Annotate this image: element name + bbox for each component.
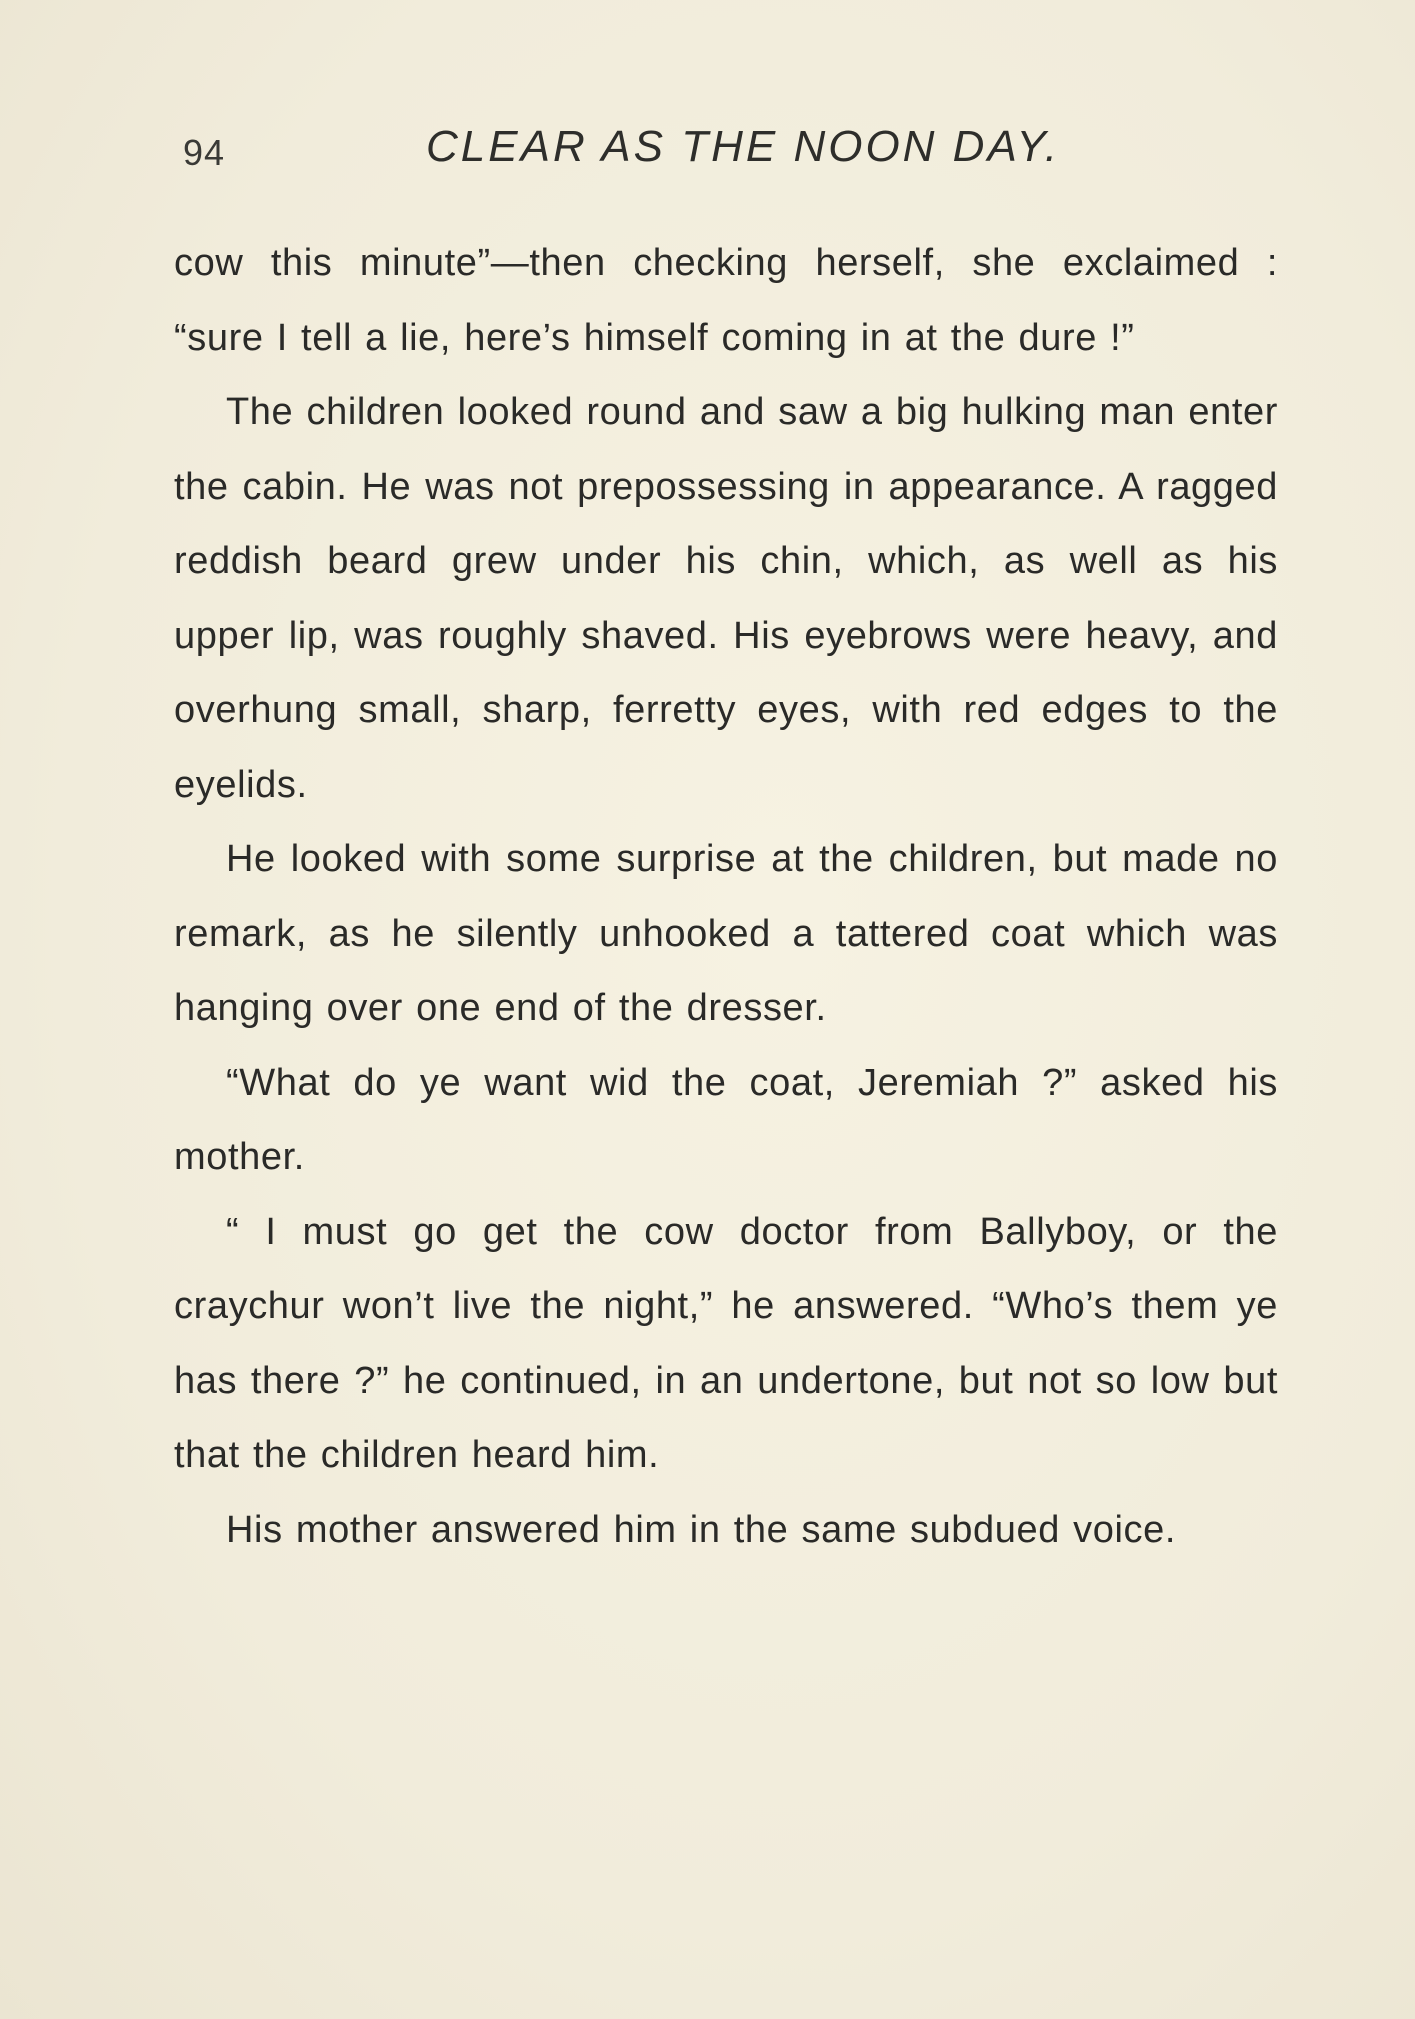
body-text <box>174 226 1278 1567</box>
paragraph-continuation: cow this minute”—then checking herself, she exclaimed : “sure I tell a lie, here’s himself coming in at the dure !” <box>174 242 1278 359</box>
page-number: 94 <box>183 132 226 173</box>
paragraph-jeremiah-enters: The children looked round and saw a big hulking man enter the cabin. He was not prepossessing in appearance. A ragged reddish beard grew under his chin, which, as well as his upper lip, was roughly shaved. His eyebrows were heavy, and overhung small, sharp, ferretty eyes, with red edges to the eyelids. <box>174 391 1278 806</box>
paragraph-cow-doctor: “ I must go get the cow doctor from Ballyboy, or the craychur won’t live the night,” he answered. “Who’s them ye has there ?” he continued, in an undertone, but not so low but that the children heard him. <box>174 1210 1278 1476</box>
running-title: CLEAR AS THE NOON DAY. <box>426 122 1061 171</box>
paragraph-mother-asks: “What do ye want wid the coat, Jeremiah ?” asked his mother. <box>174 1061 1278 1178</box>
running-head <box>183 122 1283 182</box>
paragraph-unhooks-coat: He looked with some surprise at the children, but made no remark, as he silently unhooked a tattered coat which was hanging over one end of the dresser. <box>174 838 1278 1029</box>
paragraph-mother-answers: His mother answered him in the same subdued voice. <box>226 1508 1177 1551</box>
